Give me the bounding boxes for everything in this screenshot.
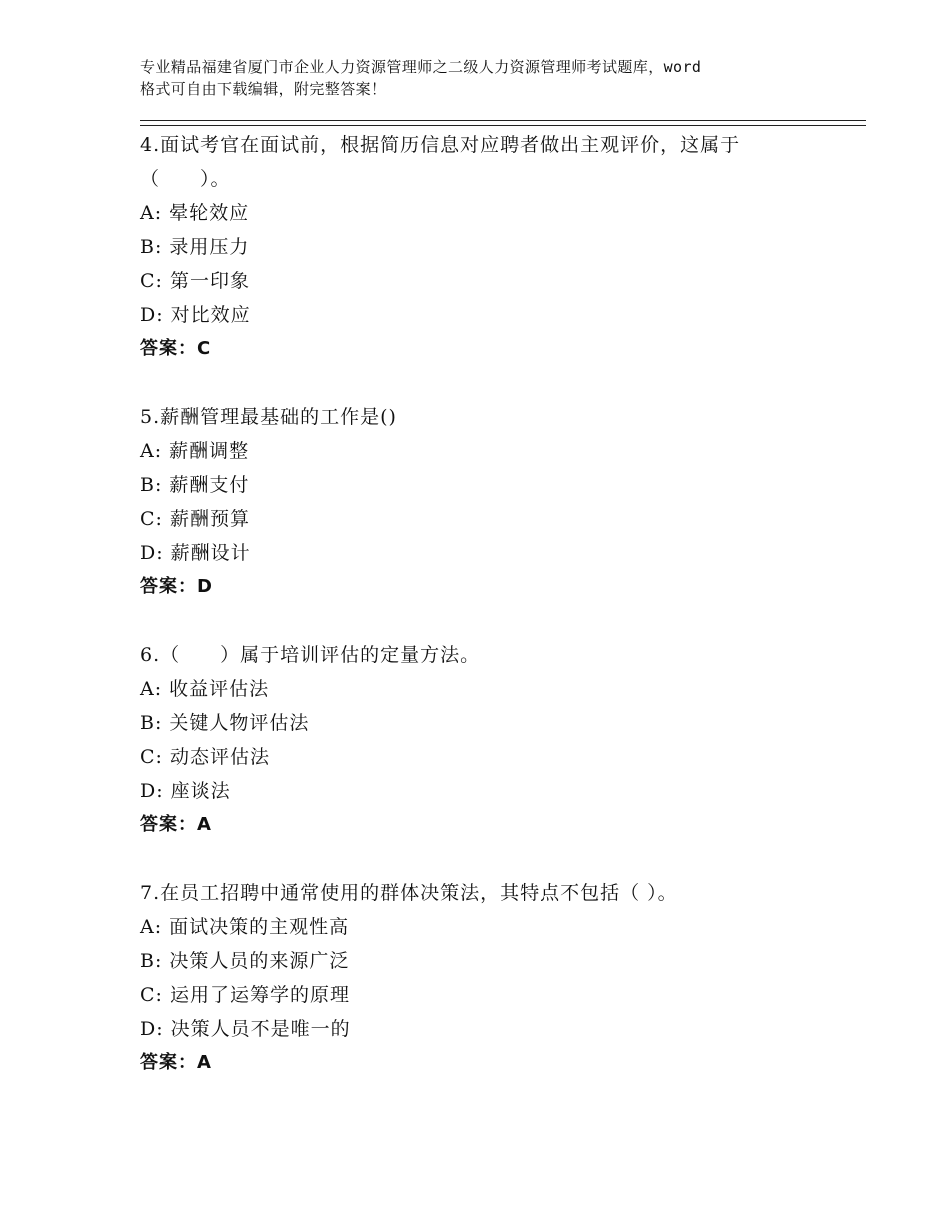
option-a: A: 面试决策的主观性高 bbox=[140, 916, 350, 938]
option-c: C: 薪酬预算 bbox=[140, 508, 250, 530]
question-text: 5.薪酬管理最基础的工作是() bbox=[140, 406, 397, 428]
option-d: D: 决策人员不是唯一的 bbox=[140, 1018, 351, 1040]
question-4 bbox=[140, 128, 866, 366]
option-a: A: 收益评估法 bbox=[140, 678, 270, 700]
option-b: B: 录用压力 bbox=[140, 236, 250, 258]
option-a: A: 晕轮效应 bbox=[140, 202, 250, 224]
option-c: C: 运用了运筹学的原理 bbox=[140, 984, 350, 1006]
answer: 答案：D bbox=[140, 576, 213, 597]
option-d: D: 座谈法 bbox=[140, 780, 231, 802]
option-b: B: 关键人物评估法 bbox=[140, 712, 310, 734]
question-6 bbox=[140, 638, 866, 842]
question-5 bbox=[140, 400, 866, 604]
option-a: A: 薪酬调整 bbox=[140, 440, 250, 462]
question-list bbox=[140, 128, 866, 1114]
document-header bbox=[140, 56, 830, 100]
header-line-2: 格式可自由下载编辑，附完整答案！ bbox=[140, 80, 387, 98]
option-d: D: 对比效应 bbox=[140, 304, 251, 326]
question-text-continued: （ ）。 bbox=[140, 168, 231, 190]
answer: 答案：A bbox=[140, 1052, 212, 1073]
question-text: 6.（ ）属于培训评估的定量方法。 bbox=[140, 644, 481, 666]
header-divider bbox=[140, 120, 866, 126]
option-c: C: 第一印象 bbox=[140, 270, 250, 292]
option-b: B: 薪酬支付 bbox=[140, 474, 250, 496]
question-text: 4.面试考官在面试前，根据简历信息对应聘者做出主观评价，这属于 bbox=[140, 134, 741, 156]
header-line-1: 专业精品福建省厦门市企业人力资源管理师之二级人力资源管理师考试题库，word bbox=[140, 58, 702, 76]
question-text: 7.在员工招聘中通常使用的群体决策法，其特点不包括（ ）。 bbox=[140, 882, 678, 904]
option-b: B: 决策人员的来源广泛 bbox=[140, 950, 350, 972]
answer: 答案：A bbox=[140, 814, 212, 835]
option-d: D: 薪酬设计 bbox=[140, 542, 251, 564]
answer: 答案：C bbox=[140, 338, 212, 359]
option-c: C: 动态评估法 bbox=[140, 746, 270, 768]
question-7 bbox=[140, 876, 866, 1080]
